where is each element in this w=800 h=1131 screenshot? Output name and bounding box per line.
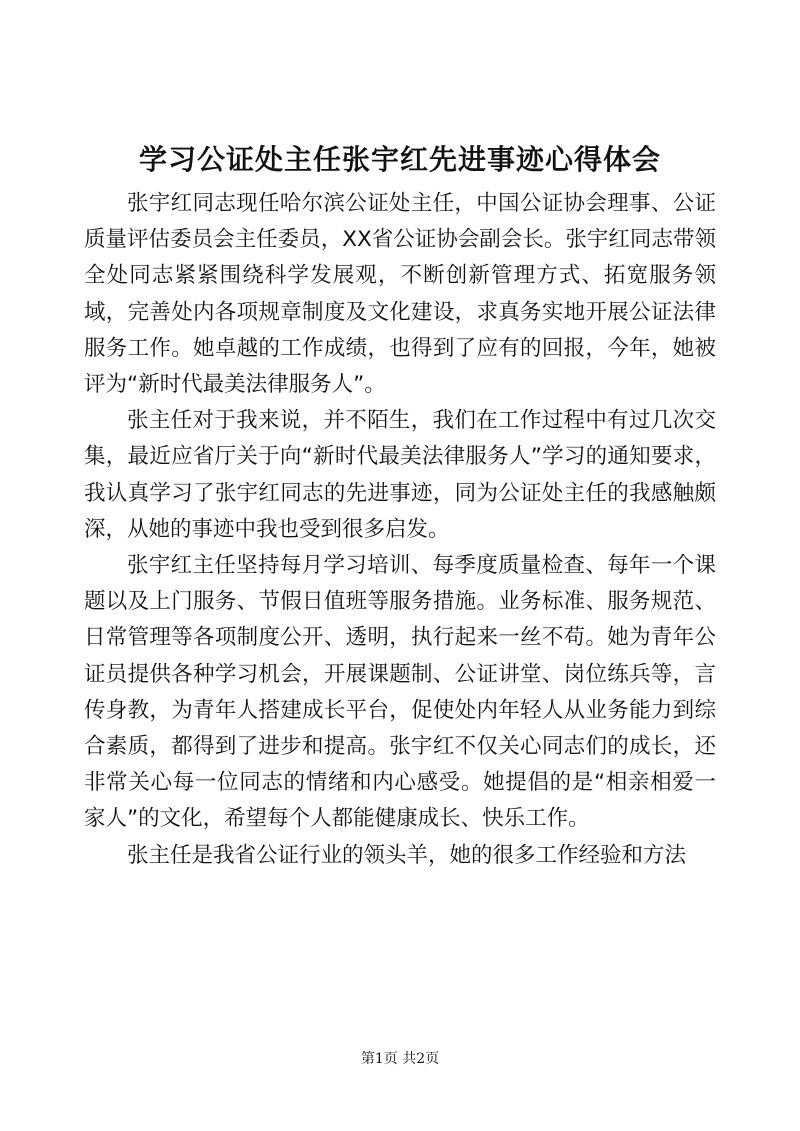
paragraph-4: 张主任是我省公证行业的领头羊，她的很多工作经验和方法	[127, 842, 687, 868]
paragraph-1: 张宇红同志现任哈尔滨公证处主任，中国公证协会理事、公证质量评估委员会主任委员，XX省公证协会副会长。张宇红同志带领全处同志紧紧围绕科学发展观，不断创新管理方式、拓宽服务领域，完善处内各项规章制度及文化建设，求真务实地开展公证法律服务工作。她卓越的工作成绩，也得到了应有的回报，今年，她被评为“新时代最美法律服务人”。	[84, 191, 716, 398]
document-body	[84, 186, 716, 874]
page-title: 学习公证处主任张宇红先进事迹心得体会	[138, 143, 661, 176]
page-footer	[0, 1049, 800, 1069]
paragraph-3: 张宇红主任坚持每月学习培训、每季度质量检查、每年一个课题以及上门服务、节假日值班等服务措施。业务标准、服务规范、日常管理等各项制度公开、透明，执行起来一丝不苟。她为青年公证员提供各种学习机会，开展课题制、公证讲堂、岗位练兵等，言传身教，为青年人搭建成长平台，促使处内年轻人从业务能力到综合素质，都得到了进步和提高。张宇红不仅关心同志们的成长，还非常关心每一位同志的情绪和内心感受。她提倡的是“相亲相爱一家人”的文化，希望每个人都能健康成长、快乐工作。	[84, 553, 716, 832]
paragraph-2: 张主任对于我来说，并不陌生，我们在工作过程中有过几次交集，最近应省厅关于向“新时代最美法律服务人”学习的通知要求，我认真学习了张宇红同志的先进事迹，同为公证处主任的我感触颇深，从她的事迹中我也受到很多启发。	[84, 408, 716, 542]
page-indicator: 第1页 共2页	[360, 1051, 440, 1067]
